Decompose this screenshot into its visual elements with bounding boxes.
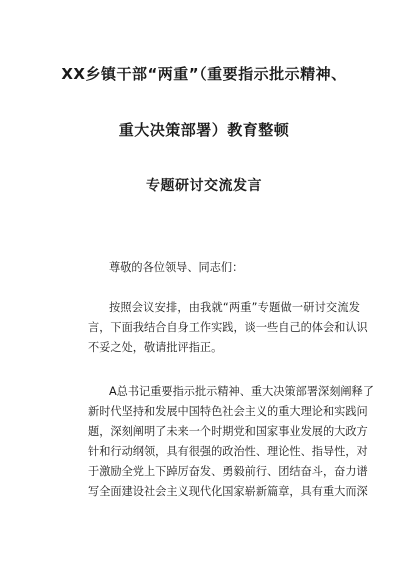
paragraph-1 <box>88 298 368 358</box>
paragraph-line: 按照会议安排，由我就“两重”专题做一研讨交流发 <box>109 301 360 314</box>
paragraph-line: 不妥之处，敬请批评指正。 <box>88 341 223 354</box>
paragraph-2 <box>88 382 374 502</box>
document-subtitle: 专题研讨交流发言 <box>146 178 262 194</box>
paragraph-line: 写全面建设社会主义现代化国家崭新篇章，具有重大而深 <box>88 485 368 498</box>
document-title-line-1: XX乡镇干部“两重”（重要指示批示精神、 <box>61 65 347 83</box>
greeting <box>109 258 381 278</box>
paragraph-line: 题，深刻阐明了未来一个时期党和国家事业发展的大政方 <box>88 425 368 438</box>
document-title-line-2: 重大决策部署）教育整顿 <box>118 121 290 139</box>
paragraph-line: 针和行动纲领，具有很强的政治性、理论性、指导性，对 <box>88 445 368 458</box>
paragraph-line: 新时代坚持和发展中国特色社会主义的重大理论和实践问 <box>88 405 368 418</box>
greeting-text: 尊敬的各位领导、同志们： <box>109 261 244 274</box>
paragraph-line: 于激励全党上下踔厉奋发、勇毅前行、团结奋斗，奋力谱 <box>88 465 368 478</box>
paragraph-line: 言，下面我结合自身工作实践，谈一些自己的体会和认识 <box>88 321 368 334</box>
paragraph-line: A总书记重要指示批示精神、重大决策部署深刻阐释了 <box>109 385 374 398</box>
